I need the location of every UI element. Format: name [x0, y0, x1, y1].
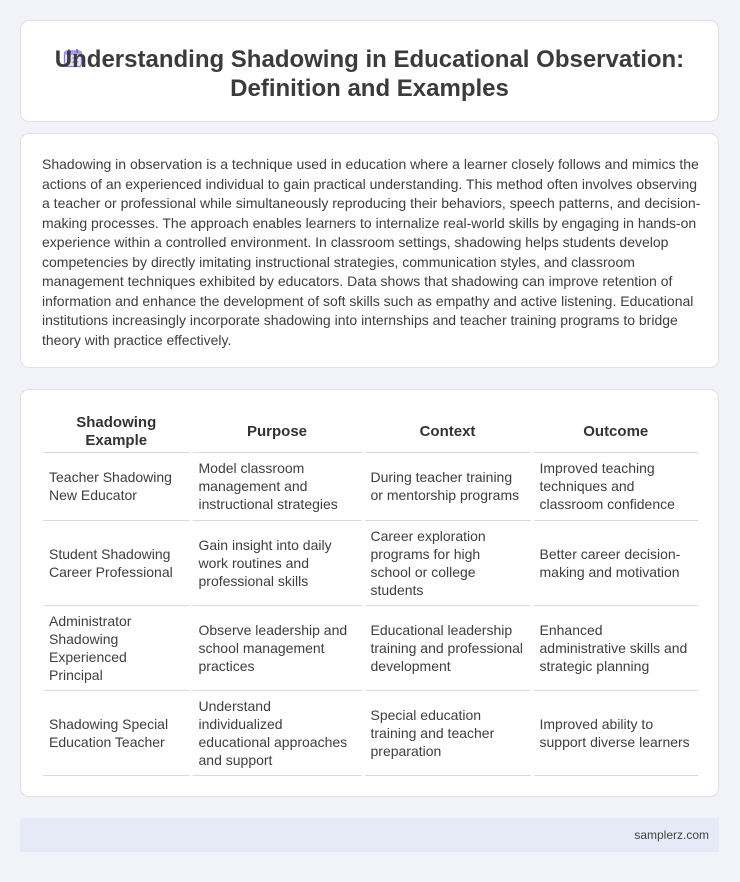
table-cell: Understand individualized educational approaches and support — [191, 690, 363, 775]
table-row — [43, 690, 698, 775]
table-cell: Enhanced administrative skills and strategic planning — [532, 605, 698, 690]
page-title-line-1: Understanding Shadowing in Educational Observation: — [54, 46, 685, 73]
table-row — [43, 605, 698, 690]
table-cell: Student Shadowing Career Professional — [43, 520, 191, 605]
table-cell: Model classroom management and instructional strategies — [191, 452, 363, 520]
shadowing-table — [43, 412, 698, 776]
table-cell: Better career decision-making and motivation — [532, 520, 698, 605]
table-cell: Administrator Shadowing Experienced Principal — [43, 605, 191, 690]
footer-site-link[interactable]: samplerz.com — [634, 828, 709, 842]
column-header: Context — [363, 412, 532, 452]
column-header: Purpose — [191, 412, 363, 452]
table-cell: Gain insight into daily work routines and professional skills — [191, 520, 363, 605]
table-cell: Improved ability to support diverse learners — [532, 690, 698, 775]
footer-bar — [20, 818, 719, 852]
table-cell: Special education training and teacher preparation — [363, 690, 532, 775]
table-row — [43, 520, 698, 605]
table-cell: Shadowing Special Education Teacher — [43, 690, 191, 775]
table-cell: Teacher Shadowing New Educator — [43, 452, 191, 520]
page-title — [21, 45, 718, 103]
title-card — [20, 20, 719, 122]
summary-paragraph: Shadowing in observation is a technique used in education where a learner closely follows and mimics the actions of an experienced individual to gain practical understanding. This method often involves observing a teacher or professional while simultaneously reproducing their behaviors, speech patterns, and decision-making processes. The approach enables learners to internalize real-world skills by engaging in hands-on experience within a controlled environment. In classroom settings, shadowing helps students develop competencies by directly imitating instructional strategies, communication styles, and classroom management techniques exhibited by educators. Data shows that shadowing can improve retention of information and enhance the development of soft skills such as empathy and active listening. Educational institutions increasingly incorporate shadowing into internships and teacher training programs to bridge theory with practice effectively. — [42, 156, 701, 348]
table-card — [20, 389, 719, 797]
summary-card — [20, 133, 719, 368]
column-header: Shadowing Example — [43, 412, 191, 452]
table-cell: Educational leadership training and professional development — [363, 605, 532, 690]
table-row — [43, 452, 698, 520]
table-cell: During teacher training or mentorship programs — [363, 452, 532, 520]
table-cell: Improved teaching techniques and classroom confidence — [532, 452, 698, 520]
column-header: Outcome — [532, 412, 698, 452]
table-cell: Career exploration programs for high school or college students — [363, 520, 532, 605]
page-title-line-2: Definition and Examples — [230, 75, 509, 102]
table-header-row — [43, 412, 698, 452]
table-cell: Observe leadership and school management practices — [191, 605, 363, 690]
